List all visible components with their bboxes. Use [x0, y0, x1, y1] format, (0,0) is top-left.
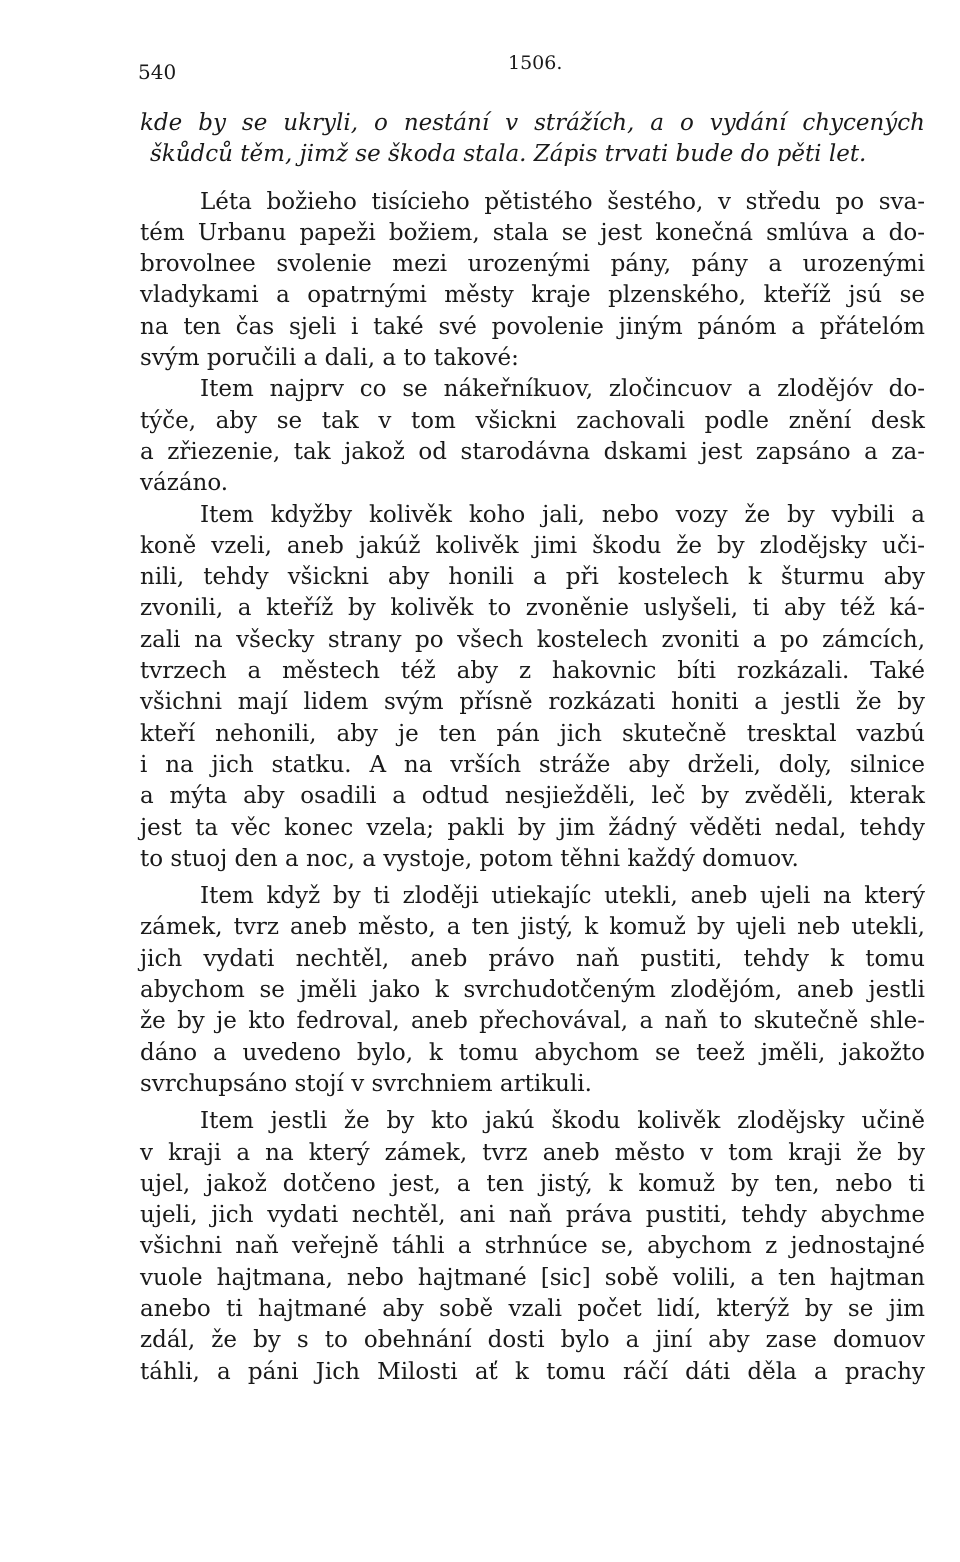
text-line: vuole hajtmana, nebo hajtmané [sic] sobě volili, a ten hajtman [140, 1264, 925, 1291]
text-line: ujeli, jich vydati nechtěl, ani naň práva pustiti, tehdy abychme [140, 1202, 925, 1229]
paragraph [140, 500, 925, 876]
heading-line: škůdců těm, jimž se škoda stala. Zápis trvati bude do pěti let. [150, 141, 867, 168]
text-line: v kraji a na který zámek, tvrz aneb město v tom kraji že by [140, 1139, 925, 1166]
text-line: svrchupsáno stojí v svrchniem artikuli. [140, 1070, 592, 1097]
text-line: dáno a uvedeno bylo, k tomu abychom se teež jměli, jakožto [140, 1039, 925, 1066]
heading-line: kde by se ukryli, o nestání v strážích, a o vydání chycených [140, 110, 925, 136]
text-line: Item kdyžby kolivěk koho jali, nebo vozy že by vybili a [200, 501, 925, 528]
text-line: Item najprv co se nákeřníkuov, zločincuov a zlodějóv do- [200, 376, 925, 403]
text-line: brovolnee svolenie mezi urozenými pány, pány a urozenými [140, 251, 925, 278]
page-number: 540 [138, 60, 177, 84]
paragraph [140, 374, 925, 499]
text-line: abychom se jměli jako k svrchudotčeným zlodějóm, aneb jestli [140, 977, 925, 1004]
paragraph [140, 881, 925, 1100]
text-line: zvonili, a kteříž by kolivěk to zvoněnie uslyšeli, ti aby též ká- [140, 595, 925, 622]
text-line: jich vydati nechtěl, aneb právo naň pustiti, tehdy k tomu [140, 945, 925, 972]
text-line: kteří nehonili, aby je ten pán jich skutečně tresktal vazbú [140, 720, 925, 747]
text-line: že by je kto fedroval, aneb přechovával, a naň to skutečně shle- [140, 1008, 925, 1035]
text-line: všichni mají lidem svým přísně rozkázati honiti a jestli že by [140, 689, 925, 716]
text-line: nili, tehdy všickni aby honili a při kostelech k šturmu aby [140, 564, 925, 591]
text-line: Léta božieho tisícieho pětistého šestého, v středu po sva- [200, 188, 925, 215]
text-line: svým poručili a dali, a to takové: [140, 345, 519, 372]
text-line: anebo ti hajtmané aby sobě vzali počet lidí, kterýž by se jim [140, 1295, 925, 1322]
text-line: zdál, že by s to obehnání dosti bylo a jiní aby zase domuov [140, 1327, 925, 1354]
page-text [140, 108, 925, 1388]
text-line: Item jestli že by kto jakú škodu kolivěk zlodějsky učině [200, 1108, 925, 1135]
text-line: tvrzech a městech též aby z hakovnic bíti rozkázali. Také [140, 658, 925, 685]
paragraph [140, 1106, 925, 1388]
text-line: ujel, jakož dotčeno jest, a ten jistý, k komuž by ten, nebo ti [140, 1170, 925, 1197]
text-line: zali na všecky strany po všech kostelech zvoniti a po zámcích, [140, 626, 925, 653]
text-line: Item když by ti zloději utiekajíc utekli, aneb ujeli na který [200, 883, 925, 910]
text-line: a zřiezenie, tak jakož od starodávna dskami jest zapsáno a za- [140, 438, 925, 465]
text-line: na ten čas sjeli i také své povolenie jiným pánóm a přátelóm [140, 313, 925, 340]
text-line: koně vzeli, aneb jakúž kolivěk jimi škodu že by zlodějsky uči- [140, 532, 925, 559]
text-line: táhli, a páni Jich Milosti ať k tomu ráčí dáti děla a prachy [140, 1358, 925, 1385]
text-line: vladykami a opatrnými městy kraje plzenského, kteříž jsú se [140, 282, 925, 309]
text-line: jest ta věc konec vzela; pakli by jim žádný věděti nedal, tehdy [140, 814, 925, 841]
text-line: i na jich statku. A na vrších stráže aby drželi, doly, silnice [140, 751, 925, 778]
text-line: tém Urbanu papeži božiem, stala se jest konečná smlúva a do- [140, 219, 925, 246]
section-heading [140, 108, 925, 171]
page-header [138, 52, 818, 92]
text-line: vázáno. [140, 470, 229, 497]
paragraph [140, 187, 925, 375]
text-line: to stuoj den a noc, a vystoje, potom těhni každý domuov. [140, 845, 799, 872]
text-line: všichni naň veřejně táhli a strhnúce se, abychom z jednostajné [140, 1233, 925, 1260]
text-line: zámek, tvrz aneb město, a ten jistý, k komuž by ujeli neb utekli, [140, 914, 925, 941]
running-year: 1506. [508, 52, 563, 74]
text-line: a mýta aby osadili a odtud nesjiežděli, leč by zvěděli, kterak [140, 783, 925, 810]
text-line: týče, aby se tak v tom všickni zachovali podle znění desk [140, 407, 925, 434]
